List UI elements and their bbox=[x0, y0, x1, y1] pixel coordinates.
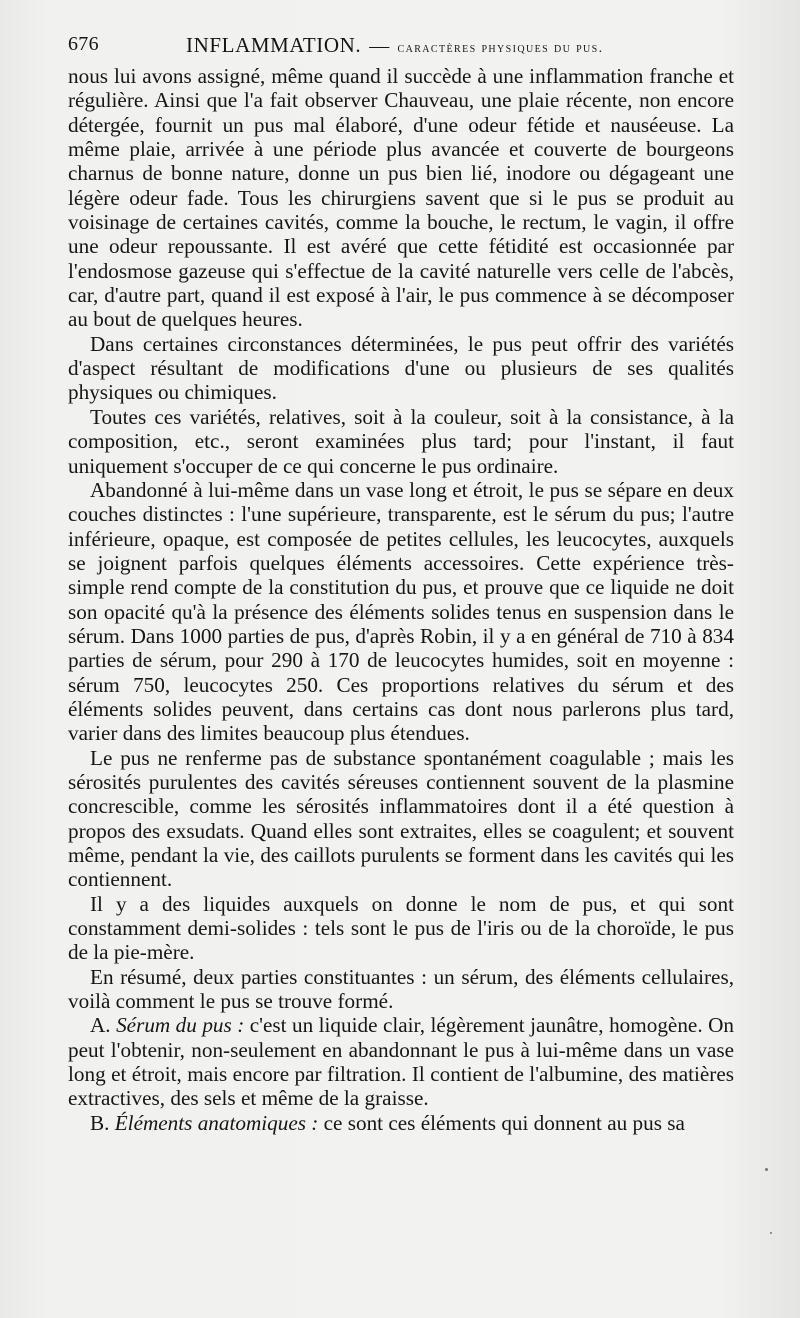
paragraph: Le pus ne renferme pas de substance spontanément coagulable ; mais les sérosités purulentes des cavités séreuses contiennent souvent de la plasmine concrescible, comme les sérosités inflammatoires dont il a été question à propos des exsudats. Quand elles sont extraites, elles se coagulent; et souvent même, pendant la vie, des caillots purulents se forment dans les cavités qui les contiennent. bbox=[68, 745, 734, 892]
paragraph: Abandonné à lui-même dans un vase long et étroit, le pus se sépare en deux couches distinctes : l'une supérieure, transparente, est le sérum du pus; l'autre inférieure, opaque, est composée de petites cellules, les leucocytes, auxquels se joignent parfois quelques éléments accessoires. Cette expérience très-simple rend compte de la constitution du pus, et prouve que ce liquide ne doit son opacité qu'à la présence des éléments solides tenus en suspension dans le sérum. Dans 1000 parties de pus, d'après Robin, il y a en général de 710 à 834 parties de sérum, pour 290 à 170 de leucocytes humides, soit en moyenne : sérum 750, leucocytes 250. Ces proportions relatives du sérum et des éléments solides peuvent, dans certains cas dont nous parlerons plus tard, varier dans des limites beaucoup plus étendues. bbox=[68, 477, 734, 746]
section-a-heading: Sérum du pus : bbox=[116, 1013, 245, 1038]
running-title bbox=[186, 33, 604, 58]
paragraph: Il y a des liquides auxquels on donne le nom de pus, et qui sont constamment demi-solides : tels sont le pus de l'iris ou de la choroïde, le pus de la pie-mère. bbox=[68, 891, 734, 965]
chapter-title: INFLAMMATION. bbox=[186, 33, 362, 57]
scan-speck bbox=[770, 1232, 772, 1234]
paragraph: nous lui avons assigné, même quand il succède à une inflammation franche et régulière. Ainsi que l'a fait observer Chauveau, une plaie récente, non encore détergée, fournit un pus mal élaboré, d'une odeur fétide et nauséeuse. La même plaie, arrivée à une période plus avancée et couverte de bourgeons charnus de bonne nature, donne un pus bien lié, inodore ou dégageant une légère odeur fade. Tous les chirurgiens savent que si le pus se produit au voisinage de certaines cavités, comme la bouche, le rectum, le vagin, il offre une odeur repoussante. Il est avéré que cette fétidité est occasionnée par l'endosmose gazeuse qui s'effectue de la cavité naturelle vers celle de l'abcès, car, d'autre part, quand il est exposé à l'air, le pus commence à se décomposer au bout de quelques heures. bbox=[68, 64, 734, 332]
section-b-paragraph bbox=[68, 1111, 734, 1135]
section-subtitle: caractères physiques du pus. bbox=[397, 41, 604, 56]
page-number: 676 bbox=[68, 33, 99, 55]
paragraph: Toutes ces variétés, relatives, soit à la couleur, soit à la consistance, à la composition, etc., seront examinées plus tard; pour l'instant, il faut uniquement s'occuper de ce qui concerne le pus ordinaire. bbox=[68, 404, 734, 478]
section-a-marker: A. bbox=[90, 1013, 111, 1038]
section-b-marker: B. bbox=[90, 1110, 110, 1135]
running-header bbox=[68, 33, 738, 61]
section-b-heading: Éléments anatomiques : bbox=[114, 1110, 319, 1135]
section-a-text: c'est un liquide clair, légèrement jaunâtre, homogène. On peut l'obtenir, non-seulement en abandonnant le pus à lui-même dans un vase long et étroit, mais encore par filtration. Il contient de l'albumine, des matières extractives, des sels et même de la graisse. bbox=[68, 1013, 734, 1111]
title-dash: — bbox=[369, 35, 390, 57]
section-a-paragraph bbox=[68, 1013, 734, 1110]
paragraph: Dans certaines circonstances déterminées, le pus peut offrir des variétés d'aspect résultant de modifications d'une ou plusieurs de ses qualités physiques ou chimiques. bbox=[68, 331, 734, 405]
paragraph: En résumé, deux parties constituantes : un sérum, des éléments cellulaires, voilà comment le pus se trouve formé. bbox=[68, 964, 734, 1014]
scan-speck bbox=[765, 1168, 768, 1171]
section-b-text: ce sont ces éléments qui donnent au pus sa bbox=[323, 1110, 685, 1135]
body-text bbox=[68, 64, 734, 1135]
